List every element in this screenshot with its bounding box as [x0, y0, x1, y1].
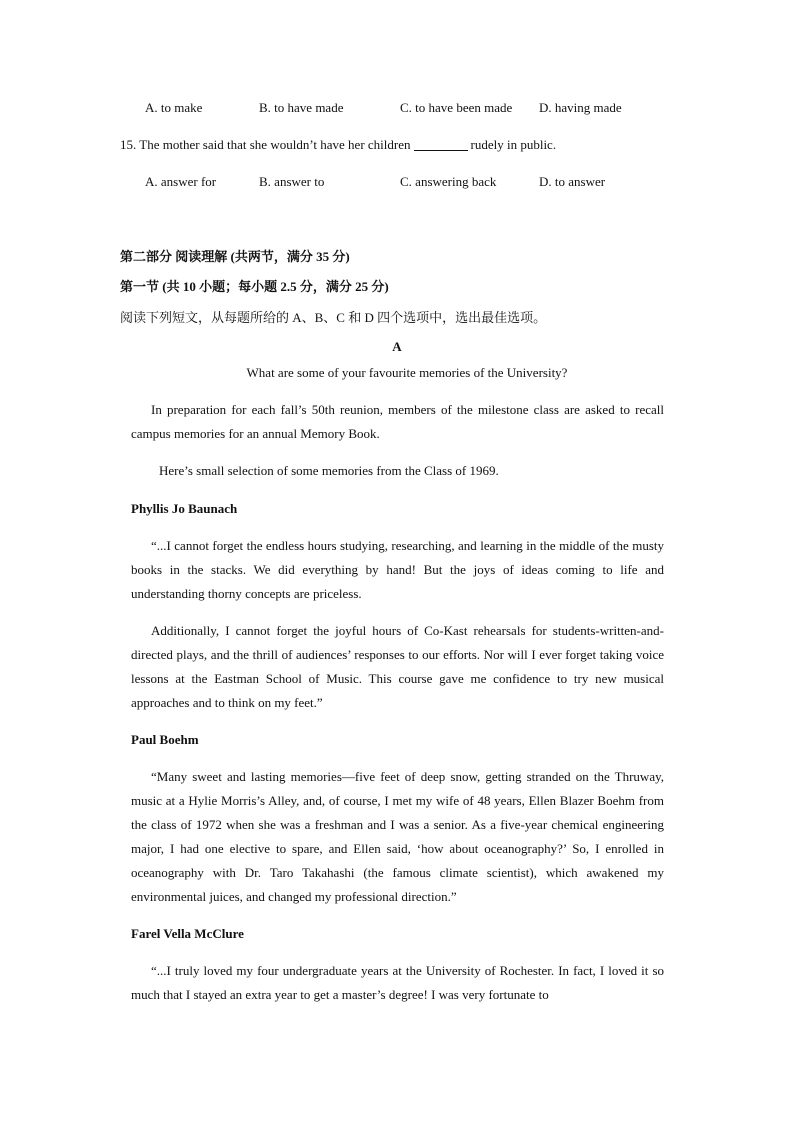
passage-title: What are some of your favourite memories of the University? [246, 365, 568, 380]
author-name-3: Farel Vella McClure [131, 926, 244, 941]
memory-1-paragraph-2: Additionally, I cannot forget the joyful hours of Co-Kast rehearsals for students-written-and-directed plays, and the thrill of audiences’ responses to our efforts. Nor will I ever forget taking voice lessons at the Eastman School of Music. This course gave me confidence to try new musical approaches and to think on my feet.” [131, 623, 664, 710]
question-15-stem-end: rudely in public. [470, 137, 557, 152]
author-name-1: Phyllis Jo Baunach [131, 501, 238, 516]
answer-blank [414, 138, 468, 151]
passage-intro-2: Here’s small selection of some memories from the Class of 1969. [159, 463, 499, 478]
q15-option-d: D. to answer [539, 174, 606, 189]
q14-option-c: C. to have been made [400, 100, 513, 115]
q14-option-a: A. to make [145, 100, 203, 115]
question-15-stem: 15. The mother said that she wouldn’t have her children [120, 137, 411, 152]
q15-option-a: A. answer for [145, 174, 217, 189]
q14-option-b: B. to have made [259, 100, 344, 115]
section-title: 第一节 (共 10 小题；每小题 2.5 分，满分 25 分) [120, 279, 389, 294]
q14-option-d: D. having made [539, 100, 622, 115]
memory-1-paragraph-1: “...I cannot forget the endless hours studying, researching, and learning in the middle of the musty books in the stacks. We did everything by hand! But the joys of ideas coming to life and understanding thorny concepts are priceless. [131, 538, 664, 601]
q15-option-b: B. answer to [259, 174, 325, 189]
question-15 [120, 137, 556, 153]
q15-option-c: C. answering back [400, 174, 497, 189]
author-name-2: Paul Boehm [131, 732, 199, 747]
section-instruction: 阅读下列短文，从每题所给的 A、B、C 和 D 四个选项中，选出最佳选项。 [120, 310, 547, 325]
passage-intro: In preparation for each fall’s 50th reunion, members of the milestone class are asked to recall campus memories for an annual Memory Book. [131, 402, 664, 441]
part-title: 第二部分 阅读理解 (共两节，满分 35 分) [120, 249, 350, 264]
memory-2-paragraph: “Many sweet and lasting memories—five feet of deep snow, getting stranded on the Thruway, music at a Hylie Morris’s Alley, and, of course, I met my wife of 48 years, Ellen Blazer Boehm from the class of 1972 when she was a freshman and I was a senior. As a five-year chemical engineering major, I had one elective to spare, and Ellen said, ‘how about oceanography?’ So, I enrolled in oceanography with Dr. Taro Takahashi (the famous climate scientist), which awakened my environmental juices, and changed my professional direction.” [131, 769, 664, 904]
passage-label: A [392, 339, 402, 354]
memory-3-paragraph: “...I truly loved my four undergraduate years at the University of Rochester. In fact, I loved it so much that I stayed an extra year to get a master’s degree! I was very fortunate to [131, 963, 664, 1002]
